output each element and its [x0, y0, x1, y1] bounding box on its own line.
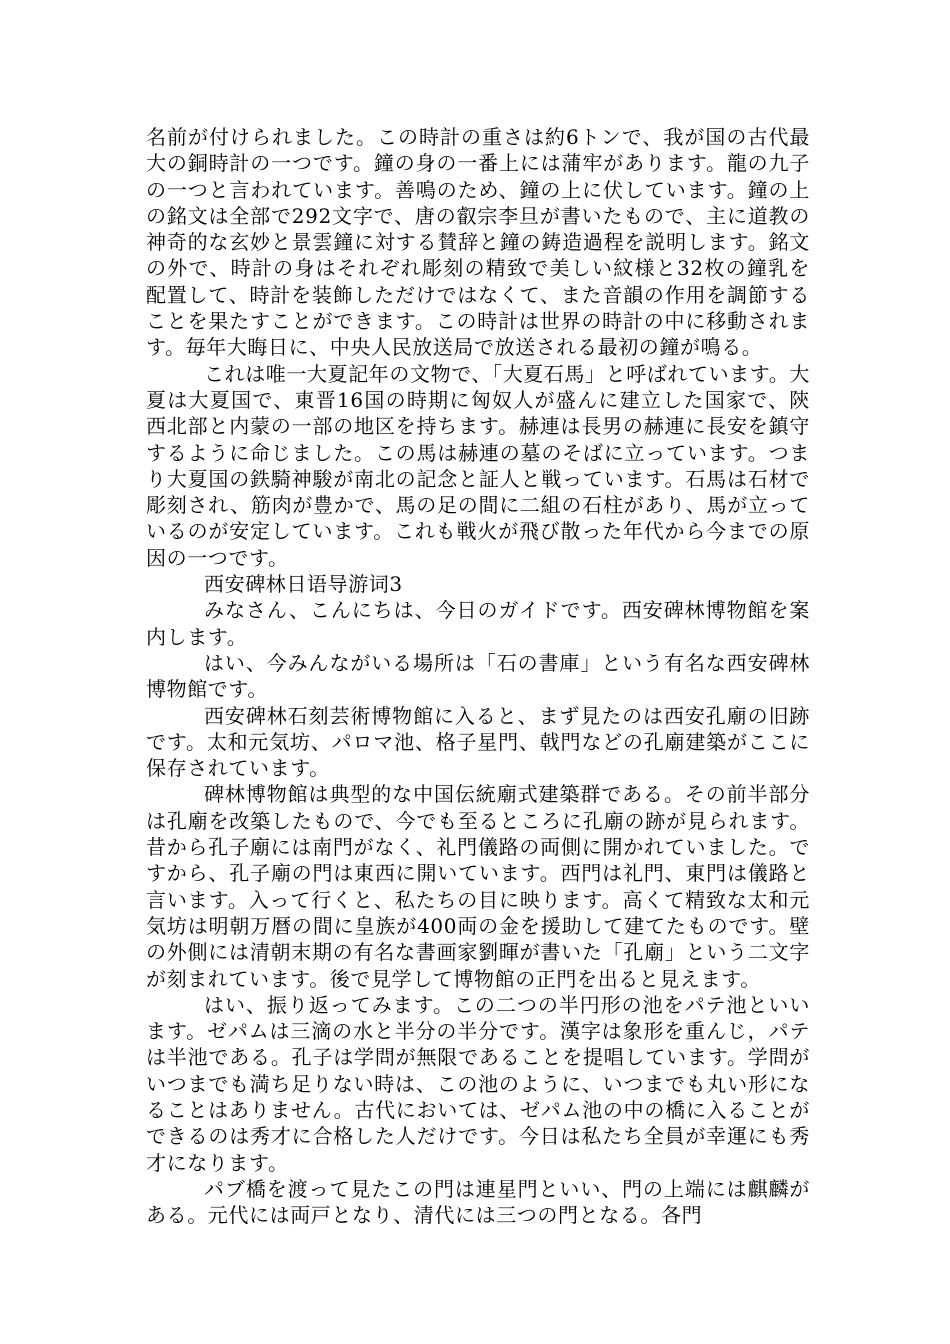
paragraph-museum-architecture: 碑林博物館は典型的な中国伝統廟式建築群である。その前半部分は孔廟を改築したもので、今でも至るところに孔廟の跡が見られます。昔から孔子廟には南門がなく、礼門儀路の両側に開かれていました。ですから、孔子廟の門は東西に開いています。西門は礼門、東門は儀路と言います。入って行くと、私たちの目に映ります。高くて精致な太和元気坊は明朝万暦の間に皇族が400両の金を援助して建てたものです。壁の外側には清朝末期の有名な書画家劉暉が書いた「孔廟」という二文字が刻まれています。後で見学して博物館の正門を出ると見えます。 [146, 782, 810, 991]
paragraph-bell-description: 名前が付けられました。この時計の重さは約6トンで、我が国の古代最大の銅時計の一つです。鐘の身の一番上には蒲牢があります。龍の九子の一つと言われています。善鳴のため、鐘の上に伏しています。鐘の上の銘文は全部で292文字で、唐の叡宗李旦が書いたもので、主に道教の神奇的な玄妙と景雲鐘に対する賛辞と鐘の鋳造過程を説明します。銘文の外で、時計の身はそれぞれ彫刻の精致で美しい紋様と32枚の鐘乳を配置して、時計を装飾しただけではなくて、また音韻の作用を調節することを果たすことができます。この時計は世界の時計の中に移動されます。毎年大晦日に、中央人民放送局で放送される最初の鐘が鳴る。 [146, 125, 810, 360]
section-heading: 西安碑林日语导游词3 [204, 572, 403, 597]
paragraph-pan-pond: はい、振り返ってみます。この二つの半円形の池をパテ池といいます。ゼパムは三滴の水と半分の半分です。漢字は象形を重んじ，パテは半池である。孔子は学問が無限であることを提唱しています。学問がいつまでも満ち足りない時は、この池のように、いつまでも丸い形になることはありません。古代においては、ゼパム池の中の橋に入ることができるのは秀才に合格した人だけです。今日は私たち全員が幸運にも秀才になります。 [146, 992, 810, 1175]
paragraph-lingxing-gate: パブ橋を渡って見たこの門は連星門といい、門の上端には麒麟がある。元代には両戸となり、清代には三つの門となる。各門 [146, 1176, 810, 1228]
document-body [146, 124, 810, 1228]
paragraph-stone-horse: これは唯一大夏記年の文物で、「大夏石馬」と呼ばれています。大夏は大夏国で、東晋16国の時期に匈奴人が盛んに建立した国家で、陝西北部と内蒙の一部の地区を持ちます。赫連は長男の赫連に長安を鎮守するように命じました。この馬は赫連の墓のそばに立っています。つまり大夏国の鉄騎神駿が南北の記念と証人と戦っています。石馬は石材で彫刻され、筋肉が豊かで、馬の足の間に二組の石柱があり、馬が立っているのが安定しています。これも戦火が飛び散った年代から今までの原因の一つです。 [146, 361, 810, 570]
paragraph-greeting: みなさん、こんにちは、今日のガイドです。西安碑林博物館を案内します。 [146, 598, 810, 649]
paragraph-stone-library: はい、今みんながいる場所は「石の書庫」という有名な西安碑林博物館です。 [146, 650, 810, 702]
paragraph-confucian-temple-site: 西安碑林石刻芸術博物館に入ると、まず見たのは西安孔廟の旧跡です。太和元気坊、パロマ池、格子星門、戟門などの孔廟建築がここに保存されています。 [146, 703, 810, 781]
